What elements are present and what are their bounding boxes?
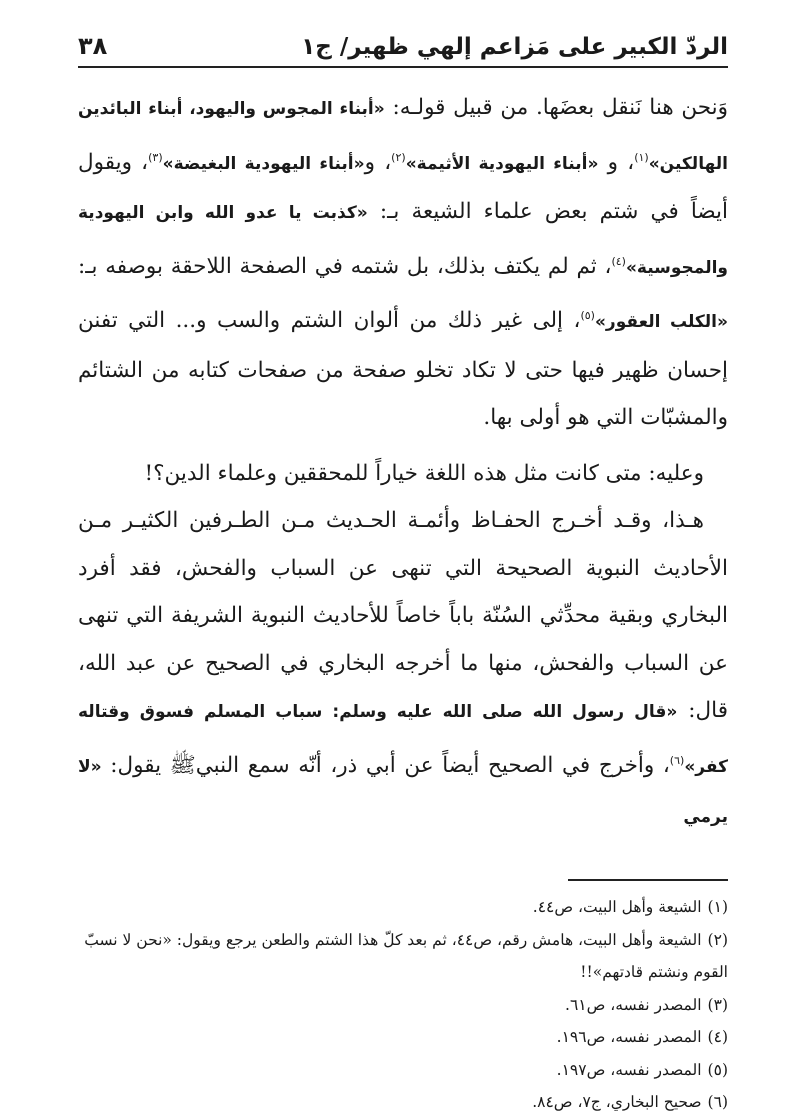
footnote-number: (٢): [707, 930, 728, 949]
footnote-text: المصدر نفسه، ص١٩٦.: [556, 1028, 702, 1047]
footnote-text: المصدر نفسه، ص٦١.: [565, 995, 702, 1014]
footnote: [78, 989, 728, 1022]
paragraph-gap: [78, 442, 728, 450]
body-paragraph: [78, 497, 728, 841]
quotation: «أبناء اليهودية البغيضة»: [162, 153, 365, 174]
footnotes: [78, 891, 728, 1119]
text-run: ، ثم لم يكتف بذلك، بل شتمه في الصفحة اللاحقة بوصفه بـ:: [78, 253, 612, 279]
footnote-number: (٦): [707, 1093, 728, 1112]
footnote-number: (٥): [707, 1060, 728, 1079]
footnote-number: (١): [707, 898, 728, 917]
footnote-text: صحيح البخاري، ج٧، ص٨٤.: [532, 1093, 702, 1112]
body-paragraph: [78, 84, 728, 442]
body-text: [78, 84, 728, 841]
footnote-number: (٤): [707, 1028, 728, 1047]
text-run: ، و: [598, 149, 635, 175]
quotation: «أبناء المجوس واليهود، أبناء البائدين الهالكين»: [78, 99, 729, 174]
footnote: [78, 891, 728, 924]
quotation: «أبناء اليهودية الأثيمة»: [405, 153, 599, 174]
footnote: [78, 1086, 728, 1119]
footnote-number: (٣): [707, 995, 728, 1014]
body-paragraph: [78, 450, 728, 498]
text-run: هـذا، وقـد أخـرج الحفـاظ وأئمـة الحـديث مـن الطـرفين الكثيـر مـن الأحاديث النبوية الصحيحة التي تنهى عن السباب والفحش، فقد أفرد البخاري وبقية محدِّثي السُنّة باباً خاصاً للأحاديث النبوية الشريفة التي تنهى عن السباب والفحش، منها ما أخرجه البخاري في الصحيح عن عبد الله، قال:: [78, 508, 728, 724]
footnote-reference: (١): [634, 150, 649, 164]
footnote-reference: (٣): [148, 150, 163, 164]
text-run: ، وأخرج في الصحيح أيضاً عن أبي ذر، أنّه سمع النبيﷺ يقول:: [101, 753, 670, 779]
quotation: «لا يرمي: [78, 757, 728, 827]
quotation: «الكلب العقور»: [594, 312, 728, 333]
text-run: ، و: [364, 149, 392, 175]
footnote: [78, 1054, 728, 1087]
footnote-reference: (٦): [669, 753, 685, 767]
footnote: [78, 924, 728, 989]
quotation: «كذبت يا عدو الله وابن اليهودية والمجوسية»: [78, 203, 728, 278]
footnote: [78, 1021, 728, 1054]
quotation: «قال رسول الله صلى الله عليه وسلم: سباب المسلم فسوق وقتاله كفر»: [78, 702, 728, 778]
footnote-reference: (٤): [611, 254, 626, 268]
page-number: ٣٨: [78, 32, 108, 60]
running-title: الردّ الكبير على مَزاعم إلهي ظهير/ ج١: [301, 34, 728, 60]
text-run: وَنحن هنا نَنقل بعضَها. من قبيل قولـه:: [384, 95, 728, 120]
page: [78, 22, 728, 1119]
text-run: ، إلى غير ذلك من ألوان الشتم والسب و... التي تفنن إحسان ظهير فيها حتى لا تكاد تخلو صفحة من صفحات كتابه من الشتائم والمشبّات التي هو أولى بها.: [78, 308, 728, 431]
text-run: ، ويقول أيضاً في شتم بعض علماء الشيعة بـ:: [78, 149, 728, 225]
footnote-separator: [568, 879, 728, 881]
footnote-text: المصدر نفسه، ص١٩٧.: [556, 1060, 702, 1079]
text-run: وعليه: متى كانت مثل هذه اللغة خياراً للمحققين وعلماء الدين؟!: [144, 460, 704, 486]
footnote-reference: (٥): [580, 309, 595, 323]
footnote-text: الشيعة وأهل البيت، ص٤٤.: [532, 898, 702, 917]
page-header: [78, 22, 728, 68]
footnote-reference: (٢): [391, 150, 406, 164]
footnote-text: الشيعة وأهل البيت، هامش رقم، ص٤٤، ثم بعد كلّ هذا الشتم والطعن يرجع ويقول: «نحن لا نسبّ القوم ونشتم قادتهم»!!: [84, 930, 728, 982]
